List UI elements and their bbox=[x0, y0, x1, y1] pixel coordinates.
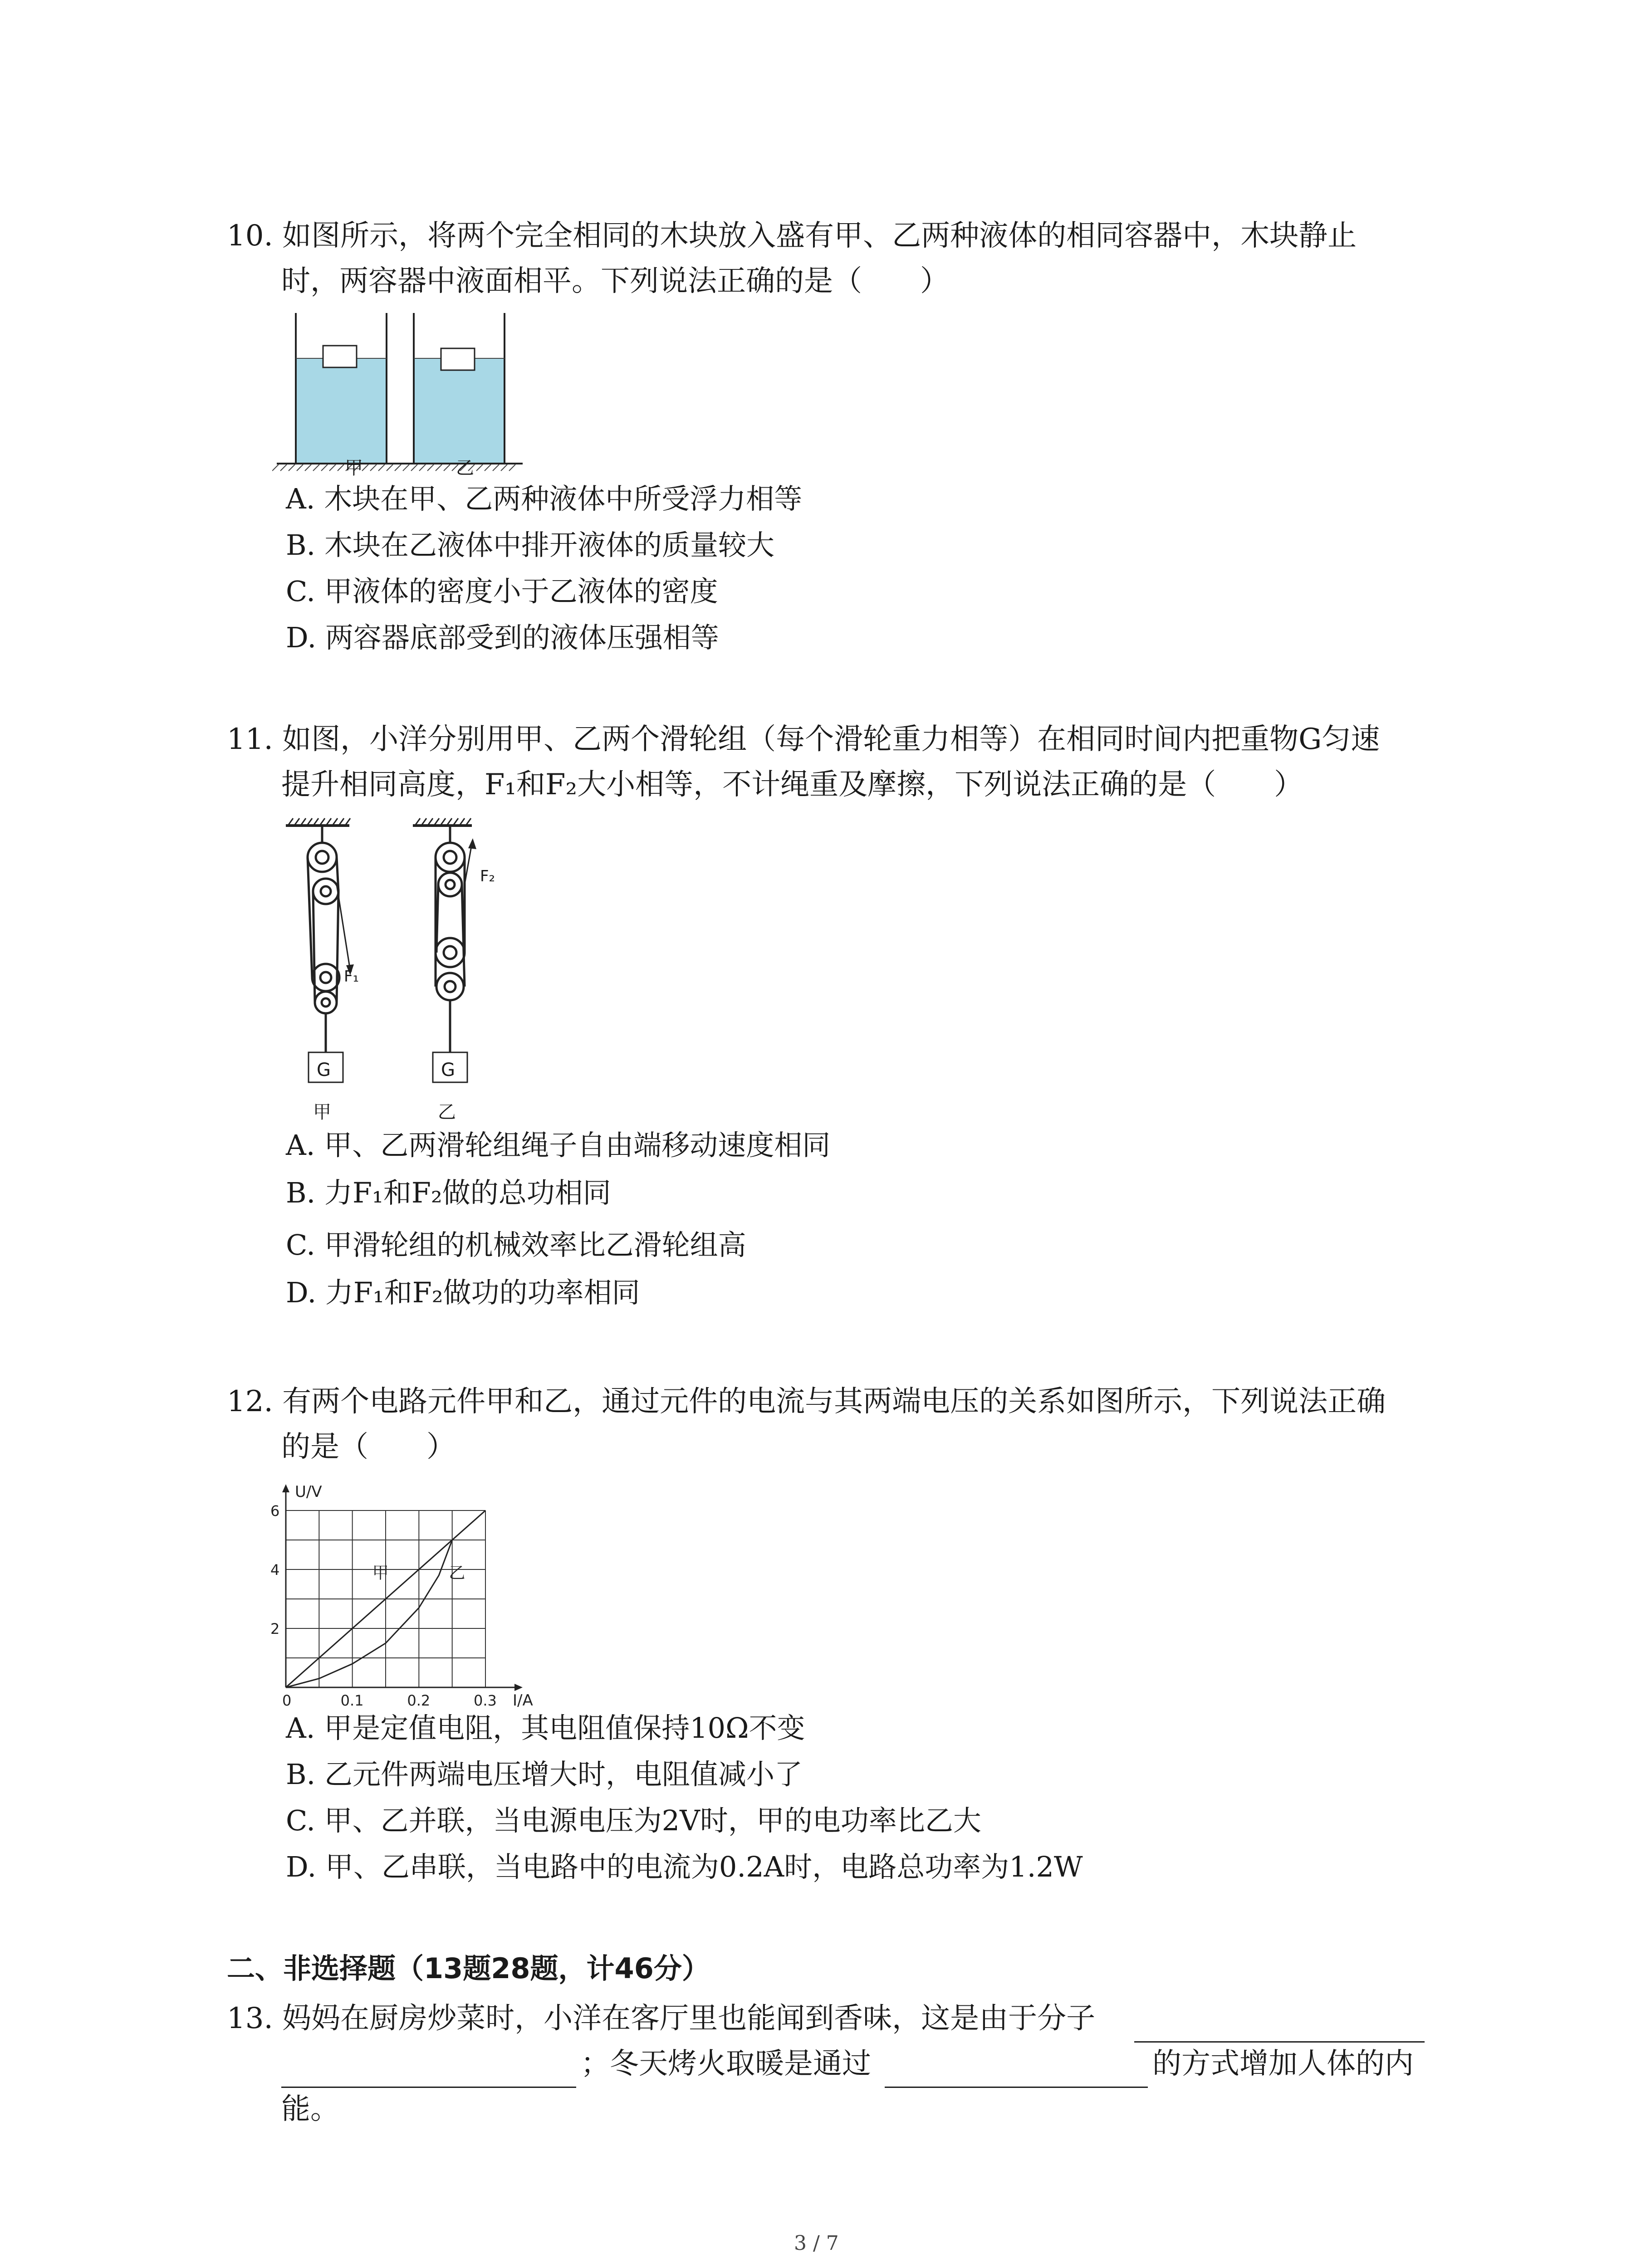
q11-pulley-figure bbox=[272, 812, 544, 1120]
q12-option-d: D. 甲、乙串联，当电路中的电流为0.2A时，电路总功率为1.2W bbox=[286, 1850, 1083, 1883]
q12-stem-line2: 的是（ ） bbox=[281, 1430, 456, 1464]
wood-block-yi bbox=[441, 348, 475, 370]
q13-part3: 的方式增加人体的内 bbox=[1152, 2047, 1414, 2081]
q10-stem-line1: 10. 如图所示，将两个完全相同的木块放入盛有甲、乙两种液体的相同容器中，木块静止 bbox=[227, 219, 1357, 253]
y-tick-label: 4 bbox=[270, 1561, 280, 1579]
q10-option-a: A. 木块在甲、乙两种液体中所受浮力相等 bbox=[286, 482, 803, 515]
section-title: 二、非选择题（13题28题，计46分） bbox=[227, 1952, 710, 1985]
q11-label-jia: 甲 bbox=[313, 1102, 331, 1123]
x-tick-label: 0.1 bbox=[340, 1692, 364, 1709]
q11-option-d: D. 力F₁和F₂做功的功率相同 bbox=[286, 1276, 640, 1309]
q11-option-b: B. 力F₁和F₂做的总功相同 bbox=[286, 1176, 611, 1209]
q13-line1: 13. 妈妈在厨房炒菜时，小洋在客厅里也能闻到香味，这是由于分子 bbox=[227, 2002, 1096, 2035]
x-axis-arrow bbox=[514, 1684, 523, 1691]
q10-option-c: C. 甲液体的密度小于乙液体的密度 bbox=[286, 575, 718, 608]
y-tick-label: 2 bbox=[270, 1620, 280, 1637]
q11-label-yi: 乙 bbox=[438, 1102, 456, 1123]
weight-label-jia: G bbox=[317, 1060, 331, 1080]
weight-label-yi: G bbox=[441, 1060, 455, 1080]
q10-option-d: D. 两容器底部受到的液体压强相等 bbox=[286, 621, 719, 654]
liquid-yi bbox=[414, 358, 505, 463]
page-number: 3 / 7 bbox=[794, 2232, 839, 2255]
q12-option-b: B. 乙元件两端电压增大时，电阻值减小了 bbox=[286, 1758, 803, 1791]
y-axis-arrow bbox=[282, 1484, 289, 1492]
q11-option-a: A. 甲、乙两滑轮组绳子自由端移动速度相同 bbox=[286, 1129, 831, 1162]
q11-stem-line1: 11. 如图，小洋分别用甲、乙两个滑轮组（每个滑轮重力相等）在相同时间内把重物G匀速 bbox=[227, 723, 1380, 756]
q10-label-yi: 乙 bbox=[456, 458, 474, 479]
q11-option-c: C. 甲滑轮组的机械效率比乙滑轮组高 bbox=[286, 1228, 746, 1261]
q12-option-a: A. 甲是定值电阻，其电阻值保持10Ω不变 bbox=[286, 1711, 805, 1745]
q12-iu-chart bbox=[268, 1474, 576, 1710]
x-tick-label: 0.2 bbox=[407, 1692, 431, 1709]
q11-stem-line2: 提升相同高度，F₁和F₂大小相等，不计绳重及摩擦，下列说法正确的是（ ） bbox=[281, 768, 1303, 802]
liquid-jia bbox=[296, 358, 387, 463]
series-label-jia: 甲 bbox=[372, 1564, 389, 1583]
y-tick-label: 6 bbox=[270, 1502, 280, 1520]
y-axis-label: U/V bbox=[295, 1483, 322, 1501]
series-label-yi: 乙 bbox=[449, 1564, 465, 1583]
q10-label-jia: 甲 bbox=[345, 458, 363, 479]
q10-stem-line2: 时，两容器中液面相平。下列说法正确的是（ ） bbox=[281, 264, 949, 298]
q13-line3: 能。 bbox=[281, 2092, 339, 2126]
q10-containers-figure bbox=[272, 308, 526, 472]
force-label-f2: F₂ bbox=[480, 867, 495, 885]
q12-stem-line1: 12. 有两个电路元件甲和乙，通过元件的电流与其两端电压的关系如图所示，下列说法正确 bbox=[227, 1385, 1386, 1418]
q12-option-c: C. 甲、乙并联，当电源电压为2V时，甲的电功率比乙大 bbox=[286, 1804, 981, 1837]
wood-block-jia bbox=[323, 346, 357, 367]
x-tick-label: 0.3 bbox=[474, 1692, 497, 1709]
q10-option-b: B. 木块在乙液体中排开液体的质量较大 bbox=[286, 528, 774, 562]
q13-part2: ；冬天烤火取暖是通过 bbox=[581, 2047, 871, 2081]
q13-blank-2[interactable] bbox=[885, 2087, 1148, 2088]
force-label-f1: F₁ bbox=[344, 968, 359, 986]
x-axis-label: I/A bbox=[513, 1691, 533, 1710]
x-tick-label: 0 bbox=[282, 1692, 292, 1709]
